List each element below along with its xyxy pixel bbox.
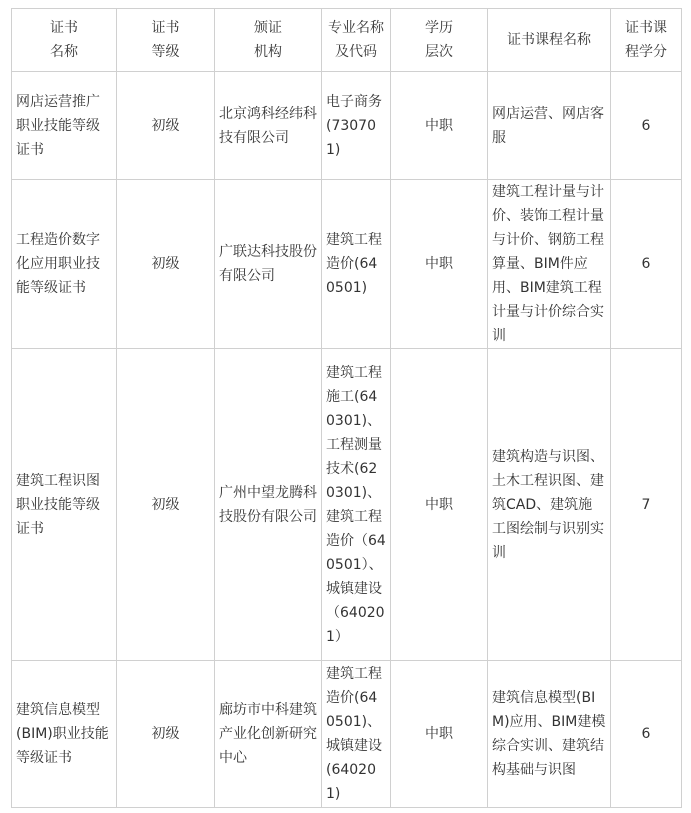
cell-major: 建筑工程造价(640501) [322,180,391,349]
header-text: 层次 [425,44,453,60]
cell-issuer: 北京鸿科经纬科技有限公司 [215,72,322,180]
certificate-table [11,8,682,808]
table-row [12,661,682,808]
header-issuer [215,9,322,72]
cell-course-names: 建筑工程计量与计价、装饰工程计量与计价、钢筋工程算量、BIM件应用、BIM建筑工程计量与计价综合实训 [488,180,611,349]
cell-cert-level: 初级 [117,661,215,808]
cell-issuer: 廊坊市中科建筑产业化创新研究中心 [215,661,322,808]
header-text: 证书课 [625,20,667,36]
header-course-names [488,9,611,72]
cell-major: 建筑工程施工(640301)、工程测量技术(620301)、建筑工程造价（640501）、城镇建设（640201） [322,349,391,661]
header-education-level [391,9,488,72]
cell-cert-name: 网店运营推广职业技能等级证书 [12,72,117,180]
header-text: 证书 [50,20,78,36]
header-cert-level [117,9,215,72]
cell-major: 电子商务(730701) [322,72,391,180]
cell-cert-name: 建筑信息模型(BIM)职业技能等级证书 [12,661,117,808]
header-major [322,9,391,72]
cell-course-names: 网店运营、网店客服 [488,72,611,180]
cell-course-credits: 6 [611,72,682,180]
cell-course-names: 建筑构造与识图、土木工程识图、建筑CAD、建筑施工图绘制与识别实训 [488,349,611,661]
table-row [12,72,682,180]
cell-cert-level: 初级 [117,349,215,661]
cell-issuer: 广联达科技股份有限公司 [215,180,322,349]
cell-cert-level: 初级 [117,72,215,180]
header-text: 程学分 [625,44,667,60]
header-text: 颁证 [254,20,282,36]
header-cert-name [12,9,117,72]
header-text: 名称 [50,44,78,60]
cell-education-level: 中职 [391,180,488,349]
cell-course-credits: 6 [611,661,682,808]
cell-cert-name: 建筑工程识图职业技能等级证书 [12,349,117,661]
cell-education-level: 中职 [391,72,488,180]
header-text: 证书 [151,20,180,36]
header-course-credits [611,9,682,72]
header-text: 机构 [254,44,282,60]
cell-major: 建筑工程造价(640501)、城镇建设(640201) [322,661,391,808]
cell-education-level: 中职 [391,349,488,661]
header-text: 及代码 [335,44,377,60]
cell-course-credits: 6 [611,180,682,349]
table-row [12,180,682,349]
table-row [12,349,682,661]
cell-education-level: 中职 [391,661,488,808]
header-text: 等级 [151,44,180,60]
header-text: 证书课程名称 [507,32,591,48]
header-text: 学历 [425,20,453,36]
cell-cert-level: 初级 [117,180,215,349]
table-header-row [12,9,682,72]
cell-issuer: 广州中望龙腾科技股份有限公司 [215,349,322,661]
cell-course-names: 建筑信息模型(BIM)应用、BIM建模综合实训、建筑结构基础与识图 [488,661,611,808]
cell-cert-name: 工程造价数字化应用职业技能等级证书 [12,180,117,349]
header-text: 专业名称 [328,20,384,36]
cell-course-credits: 7 [611,349,682,661]
